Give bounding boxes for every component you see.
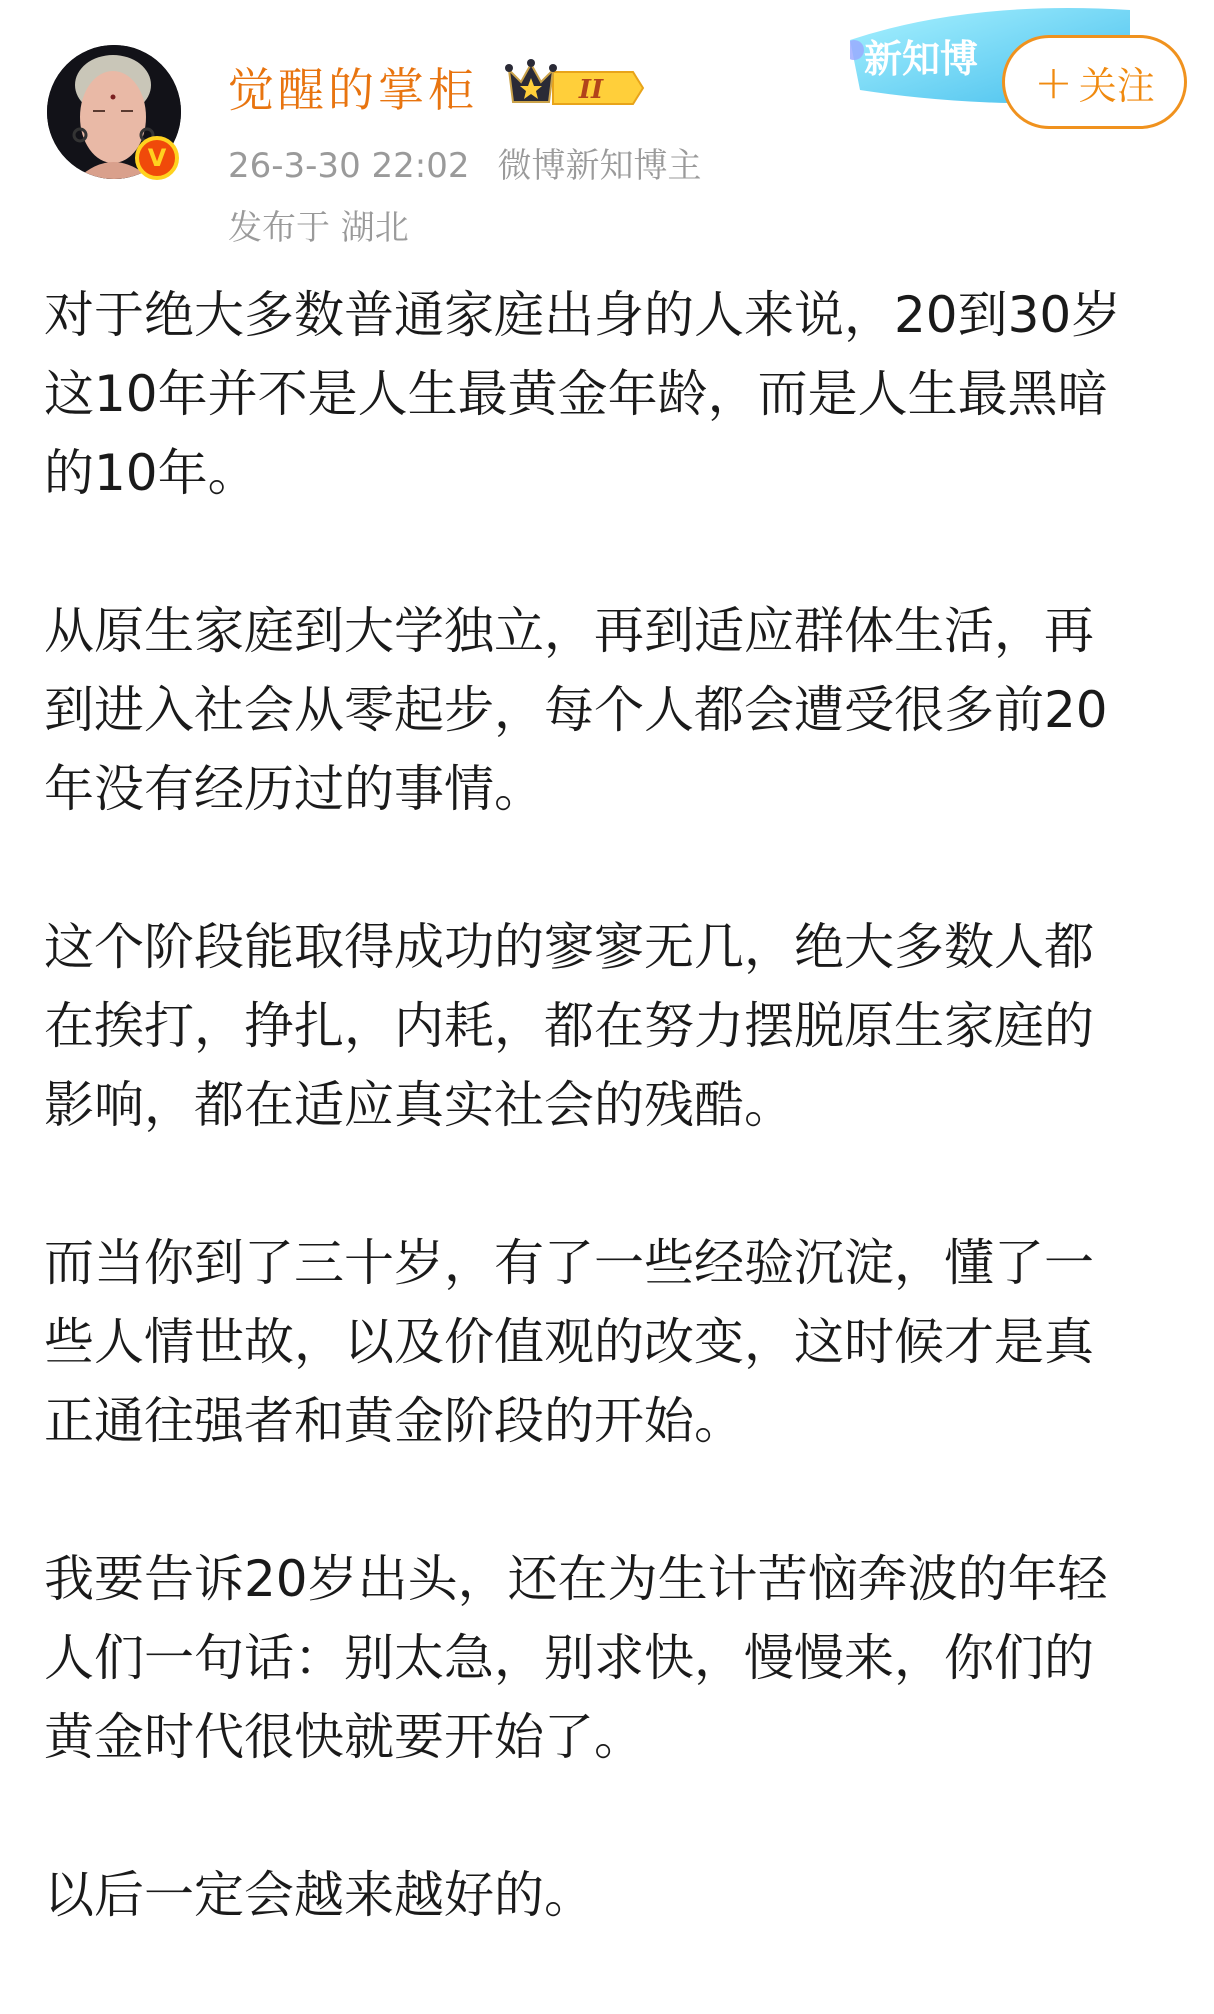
username[interactable]: 觉醒的掌柜 <box>228 63 478 117</box>
user-title[interactable]: 微博新知博主 <box>497 146 702 186</box>
verified-badge-icon: V <box>135 136 179 180</box>
post-meta <box>228 138 730 187</box>
text-line: 这个阶段能取得成功的寥寥无几，绝大多数人都 <box>44 918 1094 976</box>
post-content <box>44 276 1184 2014</box>
post-location: 发布于 湖北 <box>228 208 409 248</box>
text-line: 黄金时代很快就要开始了。 <box>44 1708 644 1766</box>
text-line: 影响，都在适应真实社会的残酷。 <box>44 1076 794 1134</box>
text-line: 在挨打，挣扎，内耗，都在努力摆脱原生家庭的 <box>44 997 1094 1055</box>
text-line: 的10年。 <box>44 444 258 502</box>
banner-text: 新知博 <box>864 37 979 81</box>
text-line: 些人情世故，以及价值观的改变，这时候才是真 <box>44 1313 1094 1371</box>
post-timestamp: 26-3-30 22:02 <box>228 146 470 186</box>
text-line: 到进入社会从零起步，每个人都会遭受很多前20 <box>44 681 1108 739</box>
level-badge-text: II <box>578 75 604 105</box>
follow-button-label: 关注 <box>1078 63 1155 108</box>
post-paragraph <box>44 1856 1184 1935</box>
member-level-badge[interactable] <box>505 58 645 112</box>
post-paragraph <box>44 1224 1184 1461</box>
follow-button[interactable] <box>1002 35 1187 129</box>
post-paragraph <box>44 908 1184 1145</box>
text-line: 以后一定会越来越好的。 <box>44 1866 594 1924</box>
text-line: 对于绝大多数普通家庭出身的人来说，20到30岁 <box>44 286 1122 344</box>
crown-icon <box>505 58 645 108</box>
text-line: 这10年并不是人生最黄金年龄，而是人生最黑暗 <box>44 365 1108 423</box>
post-paragraph <box>44 592 1184 829</box>
text-line: 正通往强者和黄金阶段的开始。 <box>44 1392 744 1450</box>
plus-icon: + <box>1034 55 1073 109</box>
post-paragraph <box>44 1540 1184 1777</box>
text-line: 我要告诉20岁出头，还在为生计苦恼奔波的年轻 <box>44 1550 1108 1608</box>
text-line: 从原生家庭到大学独立，再到适应群体生活，再 <box>44 602 1094 660</box>
post-paragraph <box>44 276 1184 513</box>
text-line: 年没有经历过的事情。 <box>44 760 544 818</box>
text-line: 人们一句话：别太急，别求快，慢慢来，你们的 <box>44 1629 1094 1687</box>
text-line: 而当你到了三十岁，有了一些经验沉淀，懂了一 <box>44 1234 1094 1292</box>
